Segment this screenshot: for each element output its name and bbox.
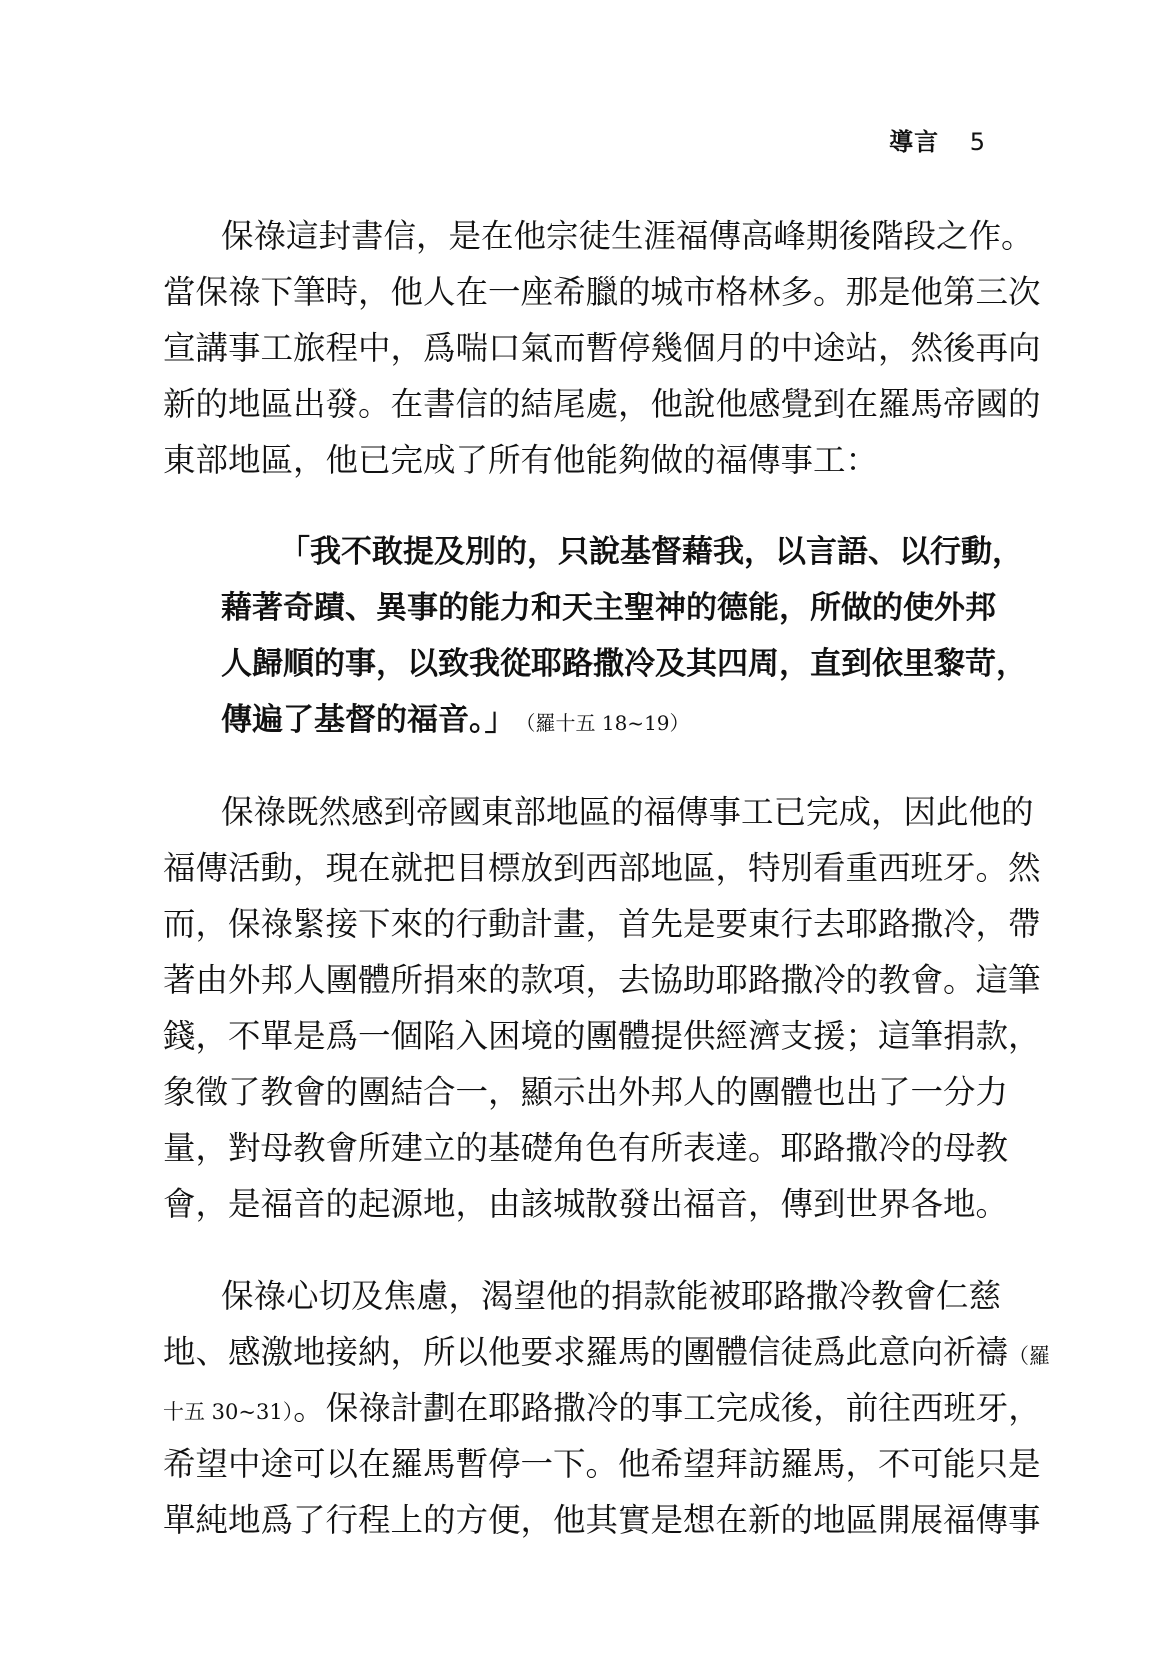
quote-line: 人歸順的事，以致我從耶路撒冷及其四周，直到依里黎苛， <box>221 646 1027 682</box>
quote-text: 傳遍了基督的福音。」 <box>221 702 516 738</box>
text-line: 保祿這封書信，是在他宗徒生涯福傳高峰期後階段之作。 <box>221 217 1034 255</box>
text-line: 量，對母教會所建立的基礎角色有所表達。耶路撒冷的母教 <box>163 1129 1009 1167</box>
text-line: 新的地區出發。在書信的結尾處，他說他感覺到在羅馬帝國的 <box>163 385 1041 423</box>
scripture-quote <box>163 524 1027 748</box>
text-line: 而，保祿緊接下來的行動計畫，首先是要東行去耶路撒冷，帶 <box>163 905 1041 943</box>
chapter-title: 導言 <box>889 128 940 156</box>
text-line: 宣講事工旅程中，爲喘口氣而暫停幾個月的中途站，然後再向 <box>163 329 1041 367</box>
text-line: 當保祿下筆時，他人在一座希臘的城市格林多。那是他第三次 <box>163 273 1041 311</box>
page-body <box>163 208 1051 1548</box>
paragraph-2 <box>163 784 1041 1232</box>
paragraph-1 <box>163 208 1041 488</box>
quote-line-last <box>221 692 1001 748</box>
line-text: 地、感激地接納，所以他要求羅馬的團體信徒爲此意向祈禱 <box>163 1333 1009 1371</box>
text-line: 錢，不單是爲一個陷入困境的團體提供經濟支援；這筆捐款， <box>163 1017 1041 1055</box>
text-line: 希望中途可以在羅馬暫停一下。他希望拜訪羅馬，不可能只是 <box>163 1445 1041 1483</box>
text-line <box>163 1324 1051 1380</box>
text-line: 會，是福音的起源地，由該城散發出福音，傳到世界各地。 <box>163 1185 1009 1223</box>
text-line: 東部地區，他已完成了所有他能夠做的福傳事工： <box>163 441 879 479</box>
scripture-reference: （羅 <box>1008 1344 1051 1368</box>
quote-line: 「我不敢提及別的，只說基督藉我，以言語、以行動， <box>279 534 1023 570</box>
scripture-reference: 十五 30~31） <box>163 1400 294 1424</box>
running-head <box>889 122 986 157</box>
line-text: 。保祿計劃在耶路撒冷的事工完成後，前往西班牙， <box>293 1389 1041 1427</box>
scripture-reference: （羅十五 18~19） <box>525 711 690 735</box>
text-line <box>163 1380 1041 1436</box>
quote-line: 藉著奇蹟、異事的能力和天主聖神的德能，所做的使外邦 <box>221 590 996 626</box>
page-number: 5 <box>969 128 986 156</box>
text-line: 福傳活動，現在就把目標放到西部地區，特別看重西班牙。然 <box>163 849 1041 887</box>
text-line: 保祿既然感到帝國東部地區的福傳事工已完成，因此他的 <box>221 793 1034 831</box>
text-line: 單純地爲了行程上的方便，他其實是想在新的地區開展福傳事 <box>163 1501 1041 1539</box>
text-line: 象徵了教會的團結合一，顯示出外邦人的團體也出了一分力 <box>163 1073 1009 1111</box>
text-line: 保祿心切及焦慮，渴望他的捐款能被耶路撒冷教會仁慈 <box>221 1277 1002 1315</box>
paragraph-3 <box>163 1268 1051 1548</box>
text-line: 著由外邦人團體所捐來的款項，去協助耶路撒冷的教會。這筆 <box>163 961 1041 999</box>
